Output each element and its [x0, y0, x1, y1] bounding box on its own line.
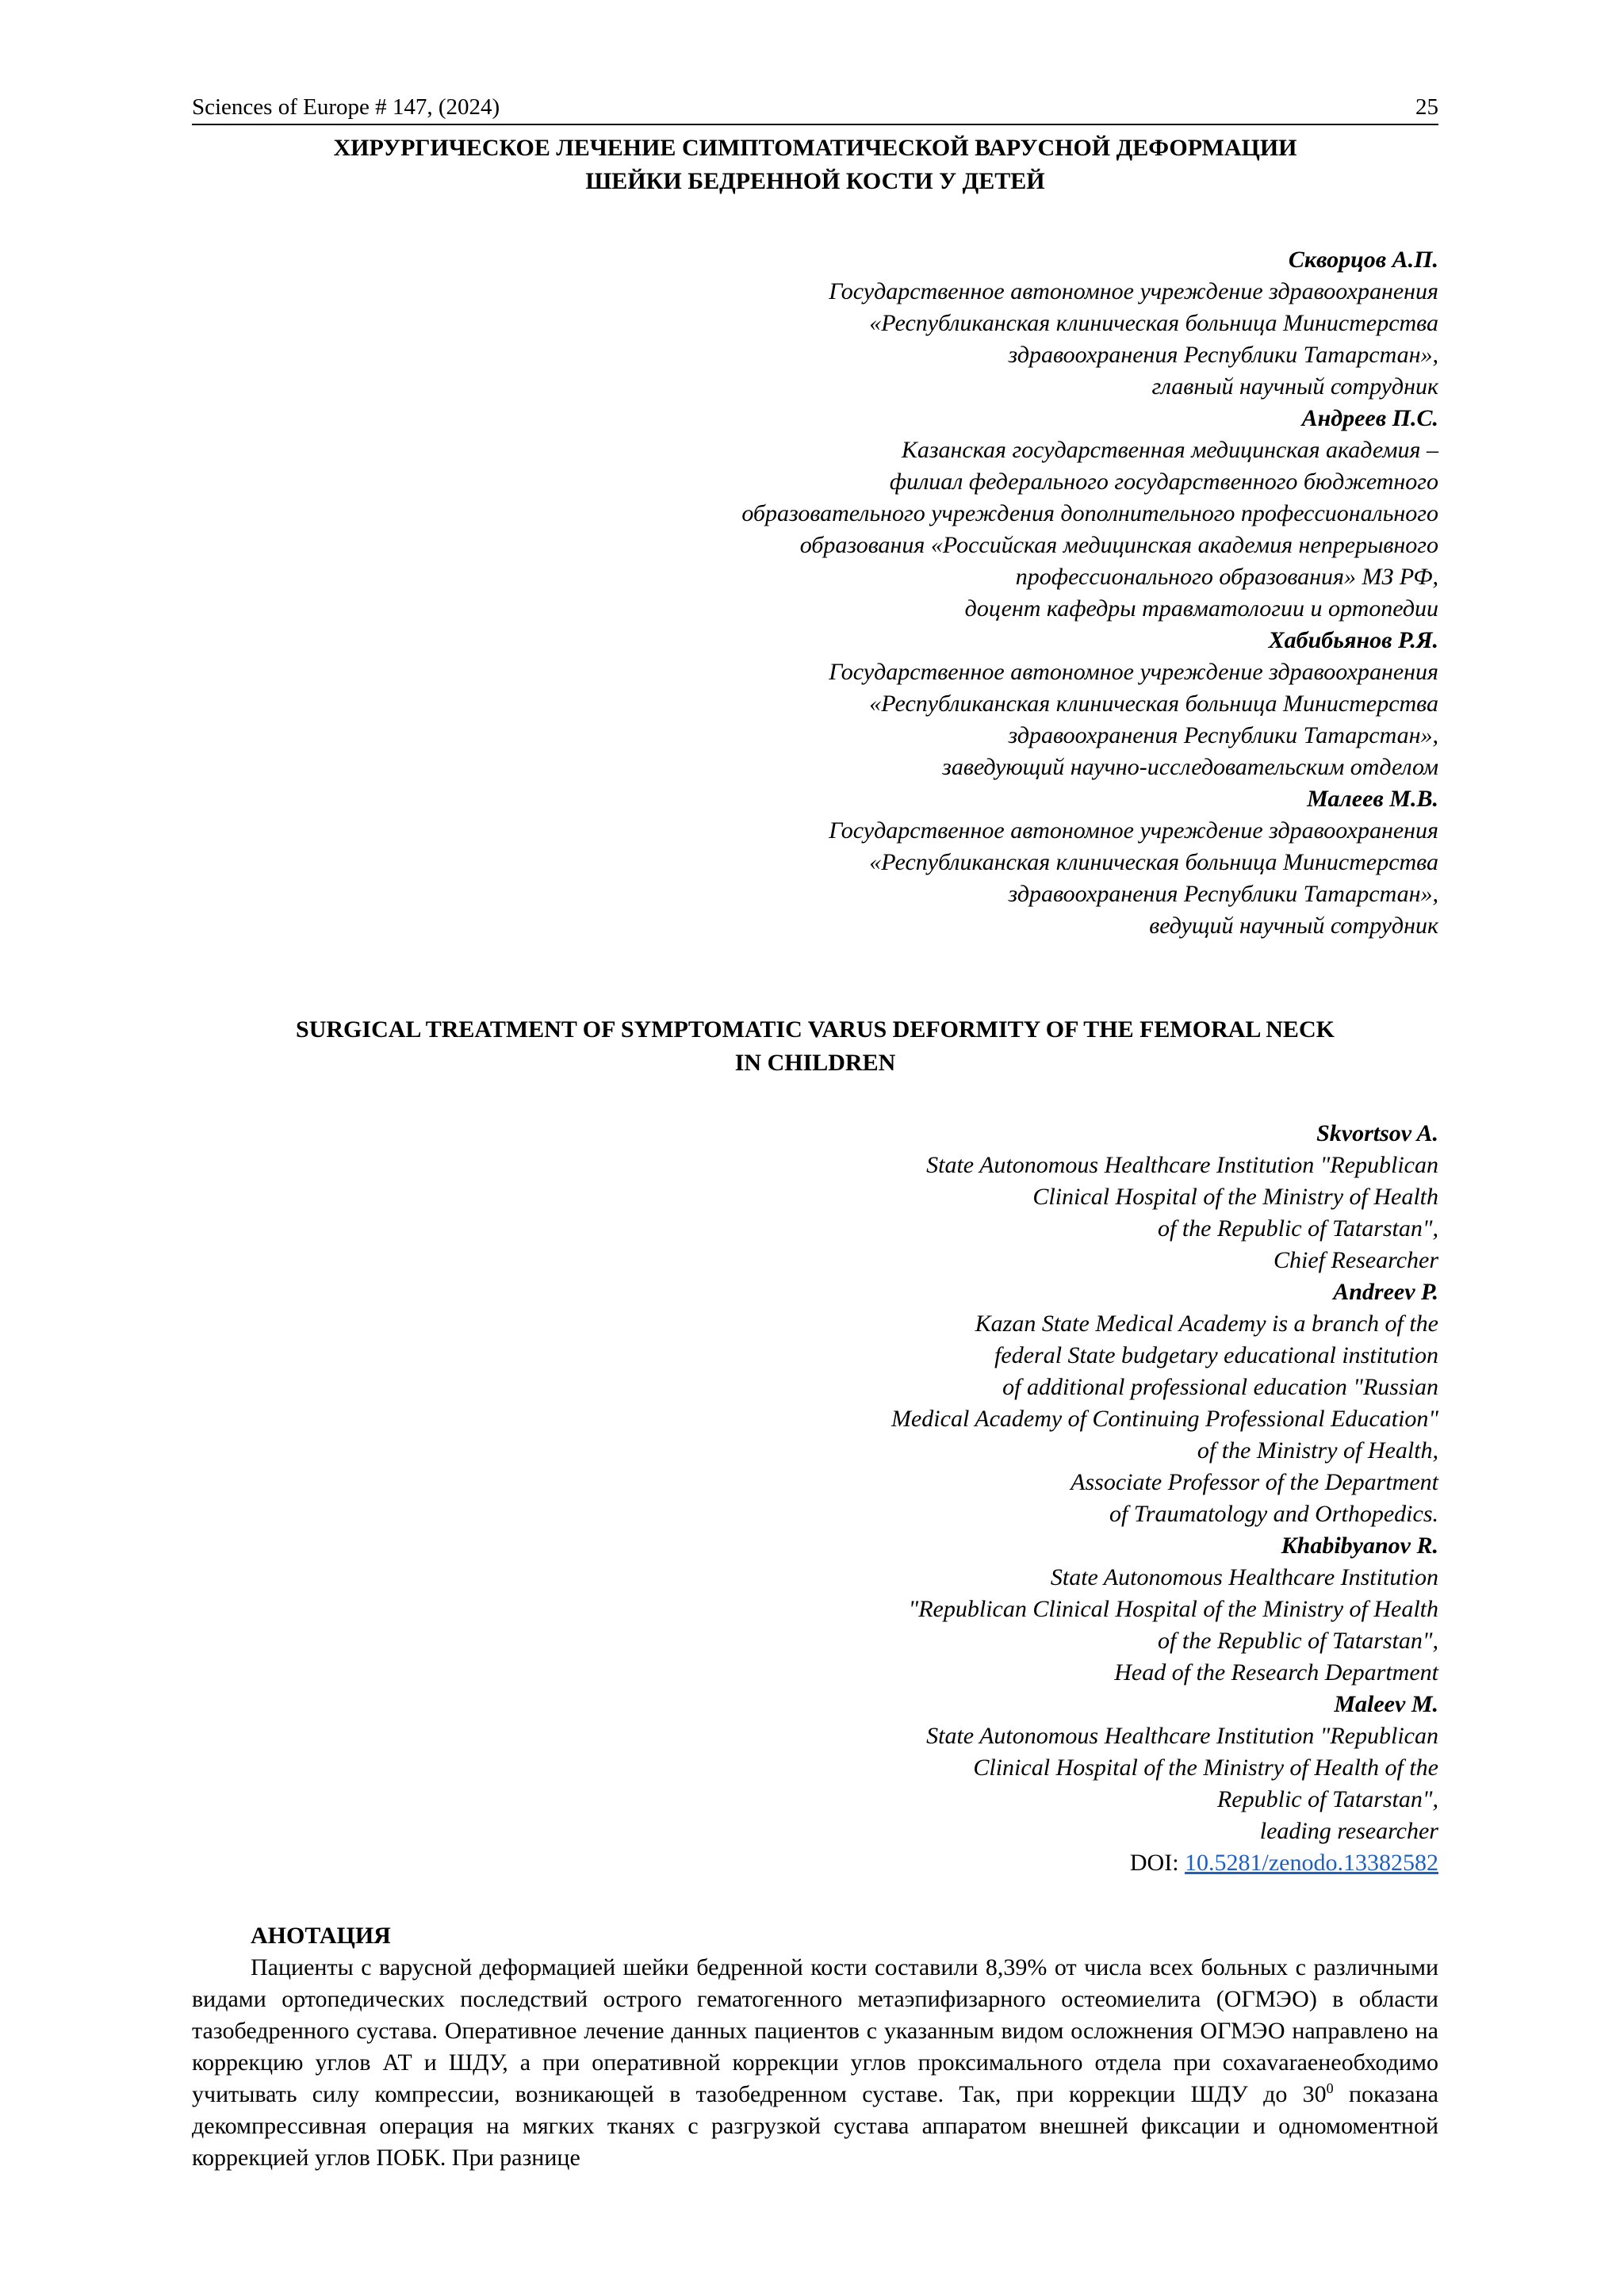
- affiliation-line: здравоохранения Республики Татарстан»,: [1008, 342, 1438, 368]
- affiliation-line: of the Ministry of Health,: [1197, 1437, 1438, 1464]
- affiliation-line: заведующий научно-исследовательским отделом: [942, 754, 1438, 780]
- title-line: ШЕЙКИ БЕДРЕННОЙ КОСТИ У ДЕТЕЙ: [585, 168, 1045, 194]
- doi-link[interactable]: 10.5281/zenodo.13382582: [1185, 1850, 1438, 1876]
- doi-line: [192, 1847, 1438, 1879]
- title-english: [224, 1013, 1407, 1080]
- title-russian: [224, 132, 1407, 198]
- affiliation-line: здравоохранения Республики Татарстан»,: [1008, 722, 1438, 748]
- doi-label: DOI:: [1129, 1850, 1185, 1876]
- author-name: Скворцов А.П.: [1288, 247, 1438, 273]
- affiliation-line: leading researcher: [1259, 1818, 1438, 1844]
- affiliation-line: Chief Researcher: [1274, 1247, 1438, 1273]
- affiliation-line: of the Republic of Tatarstan",: [1158, 1215, 1438, 1242]
- running-header: [192, 94, 1438, 125]
- affiliation-line: главный научный сотрудник: [1151, 373, 1438, 400]
- author-block: [192, 1276, 1438, 1530]
- affiliation-line: State Autonomous Healthcare Institution "Republican: [926, 1152, 1438, 1178]
- abstract-text: [192, 1952, 1438, 2174]
- article-page: [192, 94, 1438, 2174]
- affiliation-line: Государственное автономное учреждение здравоохранения: [829, 278, 1438, 304]
- authors-english: [192, 1118, 1438, 1879]
- affiliation-line: «Республиканская клиническая больница Министерства: [869, 310, 1438, 336]
- affiliation-line: Clinical Hospital of the Ministry of Health of the: [973, 1755, 1438, 1781]
- title-line: ХИРУРГИЧЕСКОЕ ЛЕЧЕНИЕ СИМПТОМАТИЧЕСКОЙ ВАРУСНОЙ ДЕФОРМАЦИИ: [333, 135, 1297, 161]
- affiliation-line: доцент кафедры травматологии и ортопедии: [964, 595, 1438, 622]
- title-line: SURGICAL TREATMENT OF SYMPTOMATIC VARUS DEFORMITY OF THE FEMORAL NECK: [296, 1016, 1335, 1043]
- author-name: Андреев П.С.: [1301, 405, 1438, 431]
- author-name: Малеев М.В.: [1307, 786, 1438, 812]
- author-block: [192, 1118, 1438, 1276]
- abstract-text-part: Пациенты с варусной деформацией шейки бедренной кости составили 8,39% от числа всех больных с различными видами ортопедических последствий острого гематогенного метаэпифизарного остеомиелита (ОГМЭО) в области тазобедренного сустава. Оперативное лечение данных пациентов с указанным видом осложнения ОГМЭО направлено на коррекцию углов АТ и ШДУ, а при оперативной коррекции углов проксимального отдела при сохаvarаенеобходимо учитывать силу компрессии, возникающей в тазобедренном суставе. Так, при коррекции ШДУ до 30: [192, 1954, 1438, 2107]
- author-block: [192, 1530, 1438, 1689]
- affiliation-line: ведущий научный сотрудник: [1149, 913, 1438, 939]
- author-block: [192, 625, 1438, 783]
- affiliation-line: Казанская государственная медицинская академия –: [901, 437, 1438, 463]
- affiliation-line: Государственное автономное учреждение здравоохранения: [829, 817, 1438, 844]
- author-name: Хабибьянов Р.Я.: [1268, 627, 1438, 653]
- affiliation-line: Republic of Tatarstan",: [1216, 1786, 1438, 1812]
- affiliation-line: of the Republic of Tatarstan",: [1158, 1628, 1438, 1654]
- affiliation-line: Associate Professor of the Department: [1071, 1469, 1438, 1495]
- affiliation-line: здравоохранения Республики Татарстан»,: [1008, 881, 1438, 907]
- author-block: [192, 1689, 1438, 1847]
- affiliation-line: образовательного учреждения дополнительного профессионального: [741, 500, 1438, 526]
- affiliation-line: State Autonomous Healthcare Institution: [1050, 1564, 1438, 1590]
- affiliation-line: of additional professional education "Russian: [1002, 1374, 1438, 1400]
- author-name: Maleev M.: [1334, 1691, 1438, 1717]
- affiliation-line: State Autonomous Healthcare Institution "Republican: [926, 1723, 1438, 1749]
- affiliation-line: "Republican Clinical Hospital of the Ministry of Health: [908, 1596, 1438, 1622]
- degree-superscript: 0: [1326, 2080, 1334, 2096]
- author-name: Khabibyanov R.: [1281, 1533, 1438, 1559]
- affiliation-line: Kazan State Medical Academy is a branch of the: [975, 1311, 1438, 1337]
- author-name: Skvortsov A.: [1316, 1120, 1438, 1146]
- affiliation-line: филиал федерального государственного бюджетного: [889, 469, 1438, 495]
- abstract-heading: АНОТАЦИЯ: [251, 1923, 391, 1949]
- title-line: IN CHILDREN: [734, 1050, 896, 1076]
- authors-russian: [192, 244, 1438, 942]
- affiliation-line: Государственное автономное учреждение здравоохранения: [829, 659, 1438, 685]
- affiliation-line: Medical Academy of Continuing Professional Education": [891, 1406, 1438, 1432]
- author-name: Andreev P.: [1333, 1279, 1438, 1305]
- affiliation-line: профессионального образования» МЗ РФ,: [1015, 564, 1438, 590]
- affiliation-line: Clinical Hospital of the Ministry of Health: [1032, 1184, 1438, 1210]
- affiliation-line: of Traumatology and Orthopedics.: [1109, 1501, 1438, 1527]
- affiliation-line: «Республиканская клиническая больница Министерства: [869, 691, 1438, 717]
- affiliation-line: Head of the Research Department: [1114, 1659, 1438, 1686]
- abstract-text-part: показана декомпрессивная операция на мягких тканях с разгрузкой сустава аппаратом внешней фиксации и одномоментной коррекцией углов ПОБК. При разнице: [192, 2081, 1438, 2171]
- affiliation-line: «Республиканская клиническая больница Министерства: [869, 849, 1438, 875]
- journal-name: Sciences of Europe # 147, (2024): [192, 94, 500, 120]
- affiliation-line: образования «Российская медицинская академия непрерывного: [799, 532, 1438, 558]
- affiliation-line: federal State budgetary educational institution: [994, 1342, 1438, 1368]
- author-block: [192, 403, 1438, 625]
- author-block: [192, 244, 1438, 403]
- page-number: 25: [1415, 94, 1438, 120]
- author-block: [192, 783, 1438, 942]
